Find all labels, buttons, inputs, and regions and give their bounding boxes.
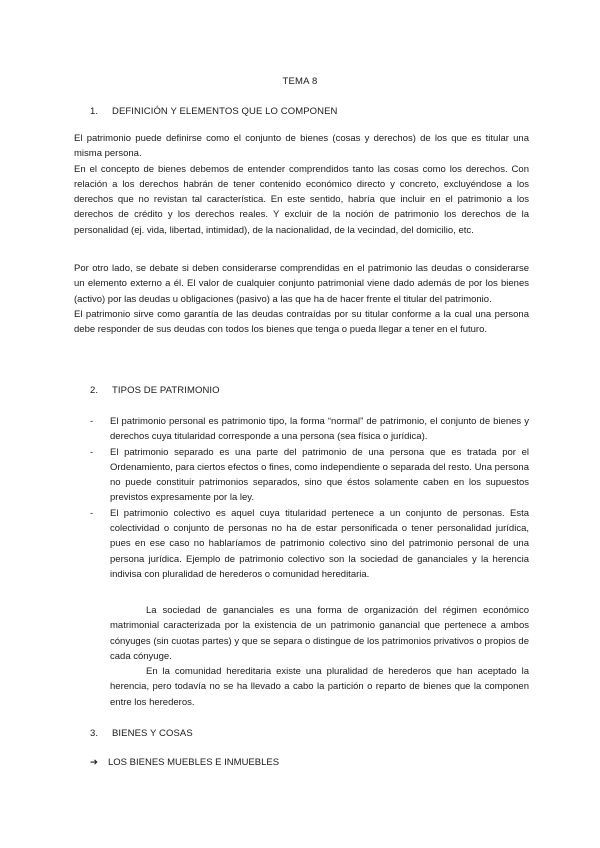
list-item (90, 414, 529, 445)
paragraph: En el concepto de bienes debemos de entender comprendidos tanto las cosas como los derechos. Con relación a los derechos habrán de tener contenido económico directo y concreto, excluyéndose a los derechos que no revistan tal característica. En este sentido, habría que incluir en el patrimonio a los derechos de crédito y los derechos reales. Y excluir de la noción de patrimonio los derechos de la personalidad (ej. vida, libertad, intimidad), de la nacionalidad, de la vecindad, del domicilio, etc. (74, 163, 529, 236)
bullet-dash: - (90, 446, 94, 458)
section-3-number: 3. (90, 728, 99, 739)
list-item-text: El patrimonio separado es una parte del patrimonio de una persona que es tratada por el Ordenamiento, para ciertos efectos o fines, como independiente o separada del resto. Una persona no puede constituir patrimonios separados, sino que éstos solamente caben en los supuestos previstos expresamente por la ley. (110, 446, 529, 504)
patrimonio-types-list (90, 414, 529, 582)
section-2-number: 2. (90, 385, 99, 396)
paragraph: En la comunidad hereditaria existe una pluralidad de herederos que han aceptado la herencia, pero todavía no se ha llevado a cabo la partición o reparto de bienes que la componen entre los herederos. (110, 666, 529, 708)
section-3-heading (90, 728, 193, 739)
list-item-text: El patrimonio colectivo es aquel cuya titularidad pertenece a un conjunto de personas. Esta colectividad o conjunto de personas no ha de estar personificada o tener personalidad jurídica, pues en ese caso no hablaríamos de patrimonio colectivo sino del patrimonio personal de una persona jurídica. Ejemplo de patrimonio colectivo son la sociedad de gananciales y la herencia indivisa con pluralidad de herederos o comunidad hereditaria. (110, 507, 529, 580)
list-item-text: El patrimonio personal es patrimonio tipo, la forma “normal” de patrimonio, el conjunto de bienes y derechos cuya titularidad corresponde a una persona (sea física o jurídica). (110, 416, 529, 443)
section-2-heading (90, 385, 220, 396)
arrow-right-icon: ➔ (90, 757, 98, 768)
bullet-dash: - (90, 416, 94, 427)
paragraph: Por otro lado, se debate si deben considerarse comprendidas en el patrimonio las deudas o considerarse un elemento externo a él. El valor de cualquier conjunto patrimonial viene dado además de por los bienes (activo) por las deudas u obligaciones (pasivo) a las que ha de hacer frente el titular del patrimonio. (74, 263, 529, 305)
document-title: TEMA 8 (282, 76, 318, 87)
section-3-subheading (90, 757, 279, 768)
section-1-body-b (74, 261, 529, 337)
paragraph: El patrimonio puede definirse como el conjunto de bienes (cosas y derechos) de los que es titular una misma persona. (74, 133, 529, 160)
paragraph: La sociedad de gananciales es una forma de organización del régimen económico matrimonial caracterizada por la existencia de un patrimonio ganancial que pertenece a ambos cónyuges (sin cuotas partes) y que se separa o distingue de los patrimonios privativos o propios de cada cónyuge. (110, 605, 529, 662)
list-item (90, 445, 529, 506)
section-1-body-a (74, 131, 529, 238)
section-1-number: 1. (90, 106, 99, 117)
section-2-subparagraphs (110, 603, 529, 710)
section-3-heading-text: BIENES Y COSAS (112, 728, 193, 739)
list-item (90, 506, 529, 582)
paragraph: El patrimonio sirve como garantía de las deudas contraídas por su titular conforme a la cual una persona debe responder de sus deudas con todos los bienes que tenga o pueda llegar a tener en el futuro. (74, 308, 529, 336)
bullet-dash: - (90, 507, 94, 519)
section-1-heading-text: DEFINICIÓN Y ELEMENTOS QUE LO COMPONEN (112, 106, 338, 117)
section-2-heading-text: TIPOS DE PATRIMONIO (112, 385, 220, 396)
section-3-subheading-text: LOS BIENES MUEBLES E INMUEBLES (108, 757, 280, 768)
section-1-heading (90, 106, 338, 117)
